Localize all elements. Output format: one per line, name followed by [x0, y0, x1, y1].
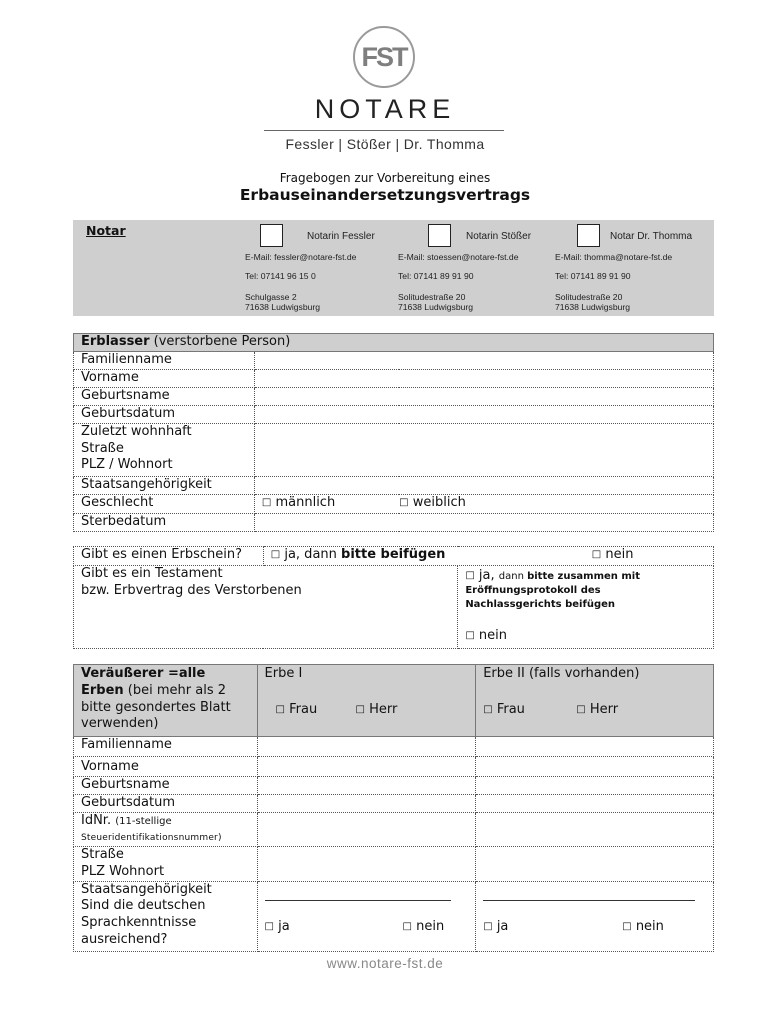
erbe1-header: Erbe I □ Frau □ Herr: [257, 665, 476, 737]
erblasser-table: [73, 333, 714, 532]
erblasser-sterbedatum-field[interactable]: [254, 513, 713, 531]
veraeusserer-table: [73, 664, 714, 952]
notar-fessler-address: Schulgasse 2 71638 Ludwigsburg: [245, 292, 321, 312]
erbschein-options: [263, 547, 713, 566]
erblasser-familienname-label: Familienname: [74, 351, 255, 369]
erblasser-header: Erblasser (verstorbene Person): [74, 334, 714, 352]
erblasser-weiblich-option[interactable]: □ weiblich: [399, 494, 713, 513]
erblasser-maennlich-option[interactable]: □ männlich: [254, 494, 399, 513]
erbschein-nein-option[interactable]: □ nein: [591, 547, 634, 562]
erbe2-idnr-field[interactable]: [476, 813, 714, 847]
veraeusserer-geburtsname-label: Geburtsname: [74, 777, 258, 795]
erbe1-vorname-field[interactable]: [257, 757, 476, 777]
notar-thomma-name: Notar Dr. Thomma: [610, 231, 693, 242]
checkbox-icon: □: [483, 920, 493, 932]
partners-line: Fessler | Stößer | Dr. Thomma: [285, 136, 485, 152]
checkbox-icon: □: [355, 704, 365, 715]
erblasser-vorname-label: Vorname: [74, 369, 255, 387]
erbe2-geburtsdatum-field[interactable]: [476, 795, 714, 813]
erblasser-wohnhaft-field[interactable]: [254, 423, 713, 476]
erbe1-familienname-field[interactable]: [257, 737, 476, 757]
notar-stoesser-name: Notarin Stößer: [466, 231, 532, 242]
erbe2-adresse-field[interactable]: [476, 847, 714, 882]
testament-question: Gibt es ein Testament bzw. Erbvertrag des Verstorbenen: [74, 565, 458, 648]
erbe1-geburtsname-field[interactable]: [257, 777, 476, 795]
erbe1-frau-option[interactable]: □ Frau: [275, 702, 318, 717]
erbe1-geburtsdatum-field[interactable]: [257, 795, 476, 813]
erbe1-herr-option[interactable]: □ Herr: [355, 702, 398, 717]
checkbox-icon: □: [261, 496, 272, 508]
erbe2-sprache-ja-option[interactable]: □ ja: [483, 918, 509, 934]
erbe2-sprache-nein-option[interactable]: □ nein: [622, 918, 664, 934]
erbe2-vorname-field[interactable]: [476, 757, 714, 777]
checkbox-icon: □: [264, 920, 274, 932]
checkbox-icon: □: [399, 496, 409, 508]
erblasser-geburtsdatum-field[interactable]: [254, 405, 713, 423]
erbe2-staat-line: [483, 900, 695, 901]
checkbox-icon: □: [465, 629, 475, 641]
erblasser-staat-label: Staatsangehörigkeit: [74, 476, 255, 494]
checkbox-icon: □: [270, 549, 281, 560]
erblasser-staat-field[interactable]: [254, 476, 713, 494]
notar-fessler-name: Notarin Fessler: [307, 231, 375, 242]
form-title: Erbauseinandersetzungsvertrags: [239, 186, 531, 204]
erbe1-idnr-field[interactable]: [257, 813, 476, 847]
erblasser-familienname-field[interactable]: [254, 351, 713, 369]
notar-thomma-email: E-Mail: thomma@notare-fst.de: [555, 252, 673, 262]
erbe2-herr-option[interactable]: □ Herr: [576, 702, 619, 717]
erbe2-familienname-field[interactable]: [476, 737, 714, 757]
erbe2-staat-sprache-field[interactable]: [476, 881, 714, 951]
erblasser-vorname-field[interactable]: [254, 369, 713, 387]
notar-stoesser-phone: Tel: 07141 89 91 90: [398, 271, 474, 281]
erblasser-wohnhaft-label: Zuletzt wohnhaft Straße PLZ / Wohnort: [74, 423, 255, 476]
testament-ja-option[interactable]: □ ja, dann bitte zusammen mit: [465, 567, 640, 583]
checkbox-icon: □: [465, 569, 475, 581]
erbe2-header: Erbe II (falls vorhanden) □ Frau □ Herr: [476, 665, 714, 737]
erbschein-question: Gibt es einen Erbschein?: [74, 547, 264, 566]
notar-stoesser-email: E-Mail: stoessen@notare-fst.de: [398, 252, 519, 262]
checkbox-icon: □: [275, 704, 285, 715]
checkbox-icon: □: [576, 704, 586, 715]
form-subtitle: Fragebogen zur Vorbereitung eines: [279, 171, 491, 185]
veraeusserer-header: Veräußerer =alle Erben (bei mehr als 2 bitte gesondertes Blatt verwenden): [74, 665, 258, 737]
brand-name: NOTARE: [314, 94, 456, 124]
veraeusserer-adresse-label: Straße PLZ Wohnort: [74, 847, 258, 882]
erbe1-adresse-field[interactable]: [257, 847, 476, 882]
notar-thomma-checkbox[interactable]: [577, 224, 600, 247]
veraeusserer-idnr-label: IdNr. (11-stellige Steueridentifikationsnummer): [74, 813, 258, 847]
notar-stoesser-checkbox[interactable]: [428, 224, 451, 247]
notar-fessler-phone: Tel: 07141 96 15 0: [245, 271, 316, 281]
erbe2-frau-option[interactable]: □ Frau: [483, 702, 525, 717]
notar-fessler-checkbox[interactable]: [260, 224, 283, 247]
erbschein-ja-option[interactable]: □ ja, dann bitte beifügen: [270, 547, 446, 562]
erbe1-staat-line: [265, 900, 451, 901]
testament-options: □ ja, dann bitte zusammen mit Eröffnungsprotokoll des Nachlassgerichts beifügen □ nein: [458, 565, 714, 648]
erbe2-geburtsname-field[interactable]: [476, 777, 714, 795]
veraeusserer-staat-sprache-label: Staatsangehörigkeit Sind die deutschen Sprachkenntnisse ausreichend?: [74, 881, 258, 951]
veraeusserer-geburtsdatum-label: Geburtsdatum: [74, 795, 258, 813]
checkbox-icon: □: [402, 920, 412, 932]
brand-divider: [264, 130, 504, 131]
erbschein-table: [73, 546, 714, 649]
checkbox-icon: □: [622, 920, 632, 932]
checkbox-icon: □: [591, 549, 602, 560]
erblasser-sterbedatum-label: Sterbedatum: [74, 513, 255, 531]
notar-stoesser-address: Solitudestraße 20 71638 Ludwigsburg: [398, 292, 474, 312]
erblasser-geburtsdatum-label: Geburtsdatum: [74, 405, 255, 423]
erbe1-sprache-ja-option[interactable]: □ ja: [264, 918, 290, 934]
checkbox-icon: □: [483, 704, 493, 715]
erblasser-geschlecht-label: Geschlecht: [74, 494, 255, 513]
footer-url[interactable]: www.notare-fst.de: [326, 956, 444, 971]
notar-thomma-address: Solitudestraße 20 71638 Ludwigsburg: [555, 292, 631, 312]
erbe1-staat-sprache-field[interactable]: [257, 881, 476, 951]
erblasser-geburtsname-field[interactable]: [254, 387, 713, 405]
fst-logo: FST: [361, 41, 407, 72]
notar-label: Notar: [86, 223, 126, 238]
veraeusserer-familienname-label: Familienname: [74, 737, 258, 757]
testament-nein-option[interactable]: □ nein: [465, 627, 507, 643]
veraeusserer-vorname-label: Vorname: [74, 757, 258, 777]
notar-thomma-phone: Tel: 07141 89 91 90: [555, 271, 631, 281]
erbe1-sprache-nein-option[interactable]: □ nein: [402, 918, 445, 934]
notar-fessler-email: E-Mail: fessler@notare-fst.de: [245, 252, 357, 262]
erblasser-geburtsname-label: Geburtsname: [74, 387, 255, 405]
